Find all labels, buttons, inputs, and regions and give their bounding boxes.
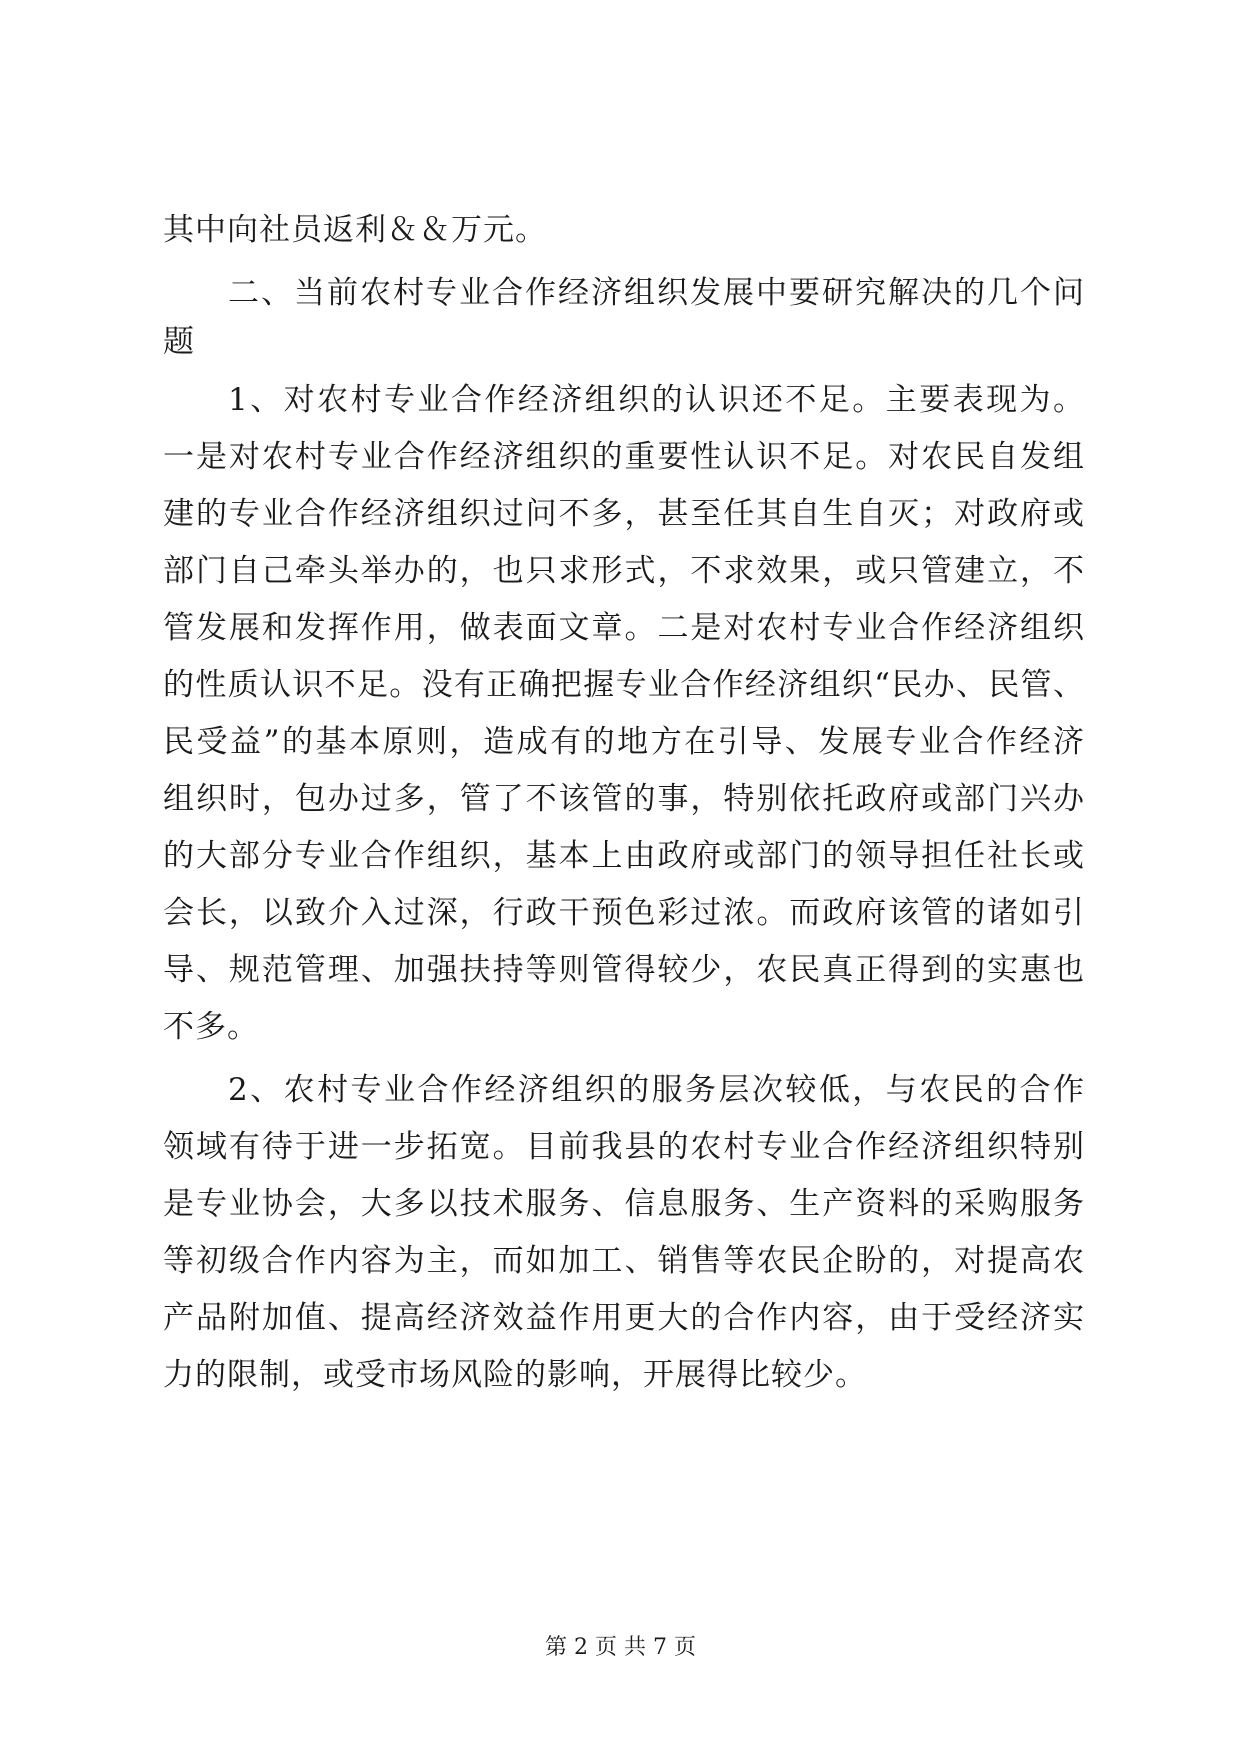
- paragraph-2-line-2: 领域有待于进一步拓宽。目前我县的农村专业合作经济组织特别: [163, 1129, 1085, 1165]
- paragraph-1-line-11: 导、规范管理、加强扶持等则管得较少，农民真正得到的实惠也: [163, 952, 1085, 988]
- paragraph-1-line-1: 1、对农村专业合作经济组织的认识还不足。主要表现为。: [228, 382, 1085, 418]
- paragraph-2-line-6: 力的限制，或受市场风险的影响，开展得比较少。: [163, 1357, 867, 1393]
- paragraph-1-line-12: 不多。: [163, 1009, 259, 1045]
- paragraph-2-line-4: 等初级合作内容为主，而如加工、销售等农民企盼的，对提高农: [163, 1243, 1085, 1279]
- paragraph-1-line-4: 部门自己牵头举办的，也只求形式，不求效果，或只管建立，不: [163, 553, 1085, 589]
- page-footer: 第 2 页 共 7 页: [545, 1635, 696, 1660]
- paragraph-2-line-3: 是专业协会，大多以技术服务、信息服务、生产资料的采购服务: [163, 1186, 1085, 1222]
- section-heading-line-2: 题: [163, 324, 195, 360]
- paragraph-1-line-10: 会长，以致介入过深，行政干预色彩过浓。而政府该管的诸如引: [163, 895, 1085, 931]
- paragraph-1-line-3: 建的专业合作经济组织过问不多，甚至任其自生自灭；对政府或: [163, 496, 1085, 532]
- text-line-1: 其中向社员返利＆＆万元。: [163, 212, 547, 248]
- section-heading-line-1: 二、当前农村专业合作经济组织发展中要研究解决的几个问: [228, 275, 1085, 311]
- paragraph-1-line-5: 管发展和发挥作用，做表面文章。二是对农村专业合作经济组织: [163, 610, 1085, 646]
- paragraph-1-line-7: 民受益”的基本原则，造成有的地方在引导、发展专业合作经济: [163, 724, 1085, 760]
- paragraph-2-line-5: 产品附加值、提高经济效益作用更大的合作内容，由于受经济实: [163, 1300, 1085, 1336]
- paragraph-2-line-1: 2、农村专业合作经济组织的服务层次较低，与农民的合作: [228, 1072, 1085, 1108]
- paragraph-1-line-8: 组织时，包办过多，管了不该管的事，特别依托政府或部门兴办: [163, 781, 1085, 817]
- paragraph-1-line-9: 的大部分专业合作组织，基本上由政府或部门的领导担任社长或: [163, 838, 1085, 874]
- paragraph-1-line-6: 的性质认识不足。没有正确把握专业合作经济组织“民办、民管、: [163, 667, 1085, 703]
- paragraph-1-line-2: 一是对农村专业合作经济组织的重要性认识不足。对农民自发组: [163, 439, 1085, 475]
